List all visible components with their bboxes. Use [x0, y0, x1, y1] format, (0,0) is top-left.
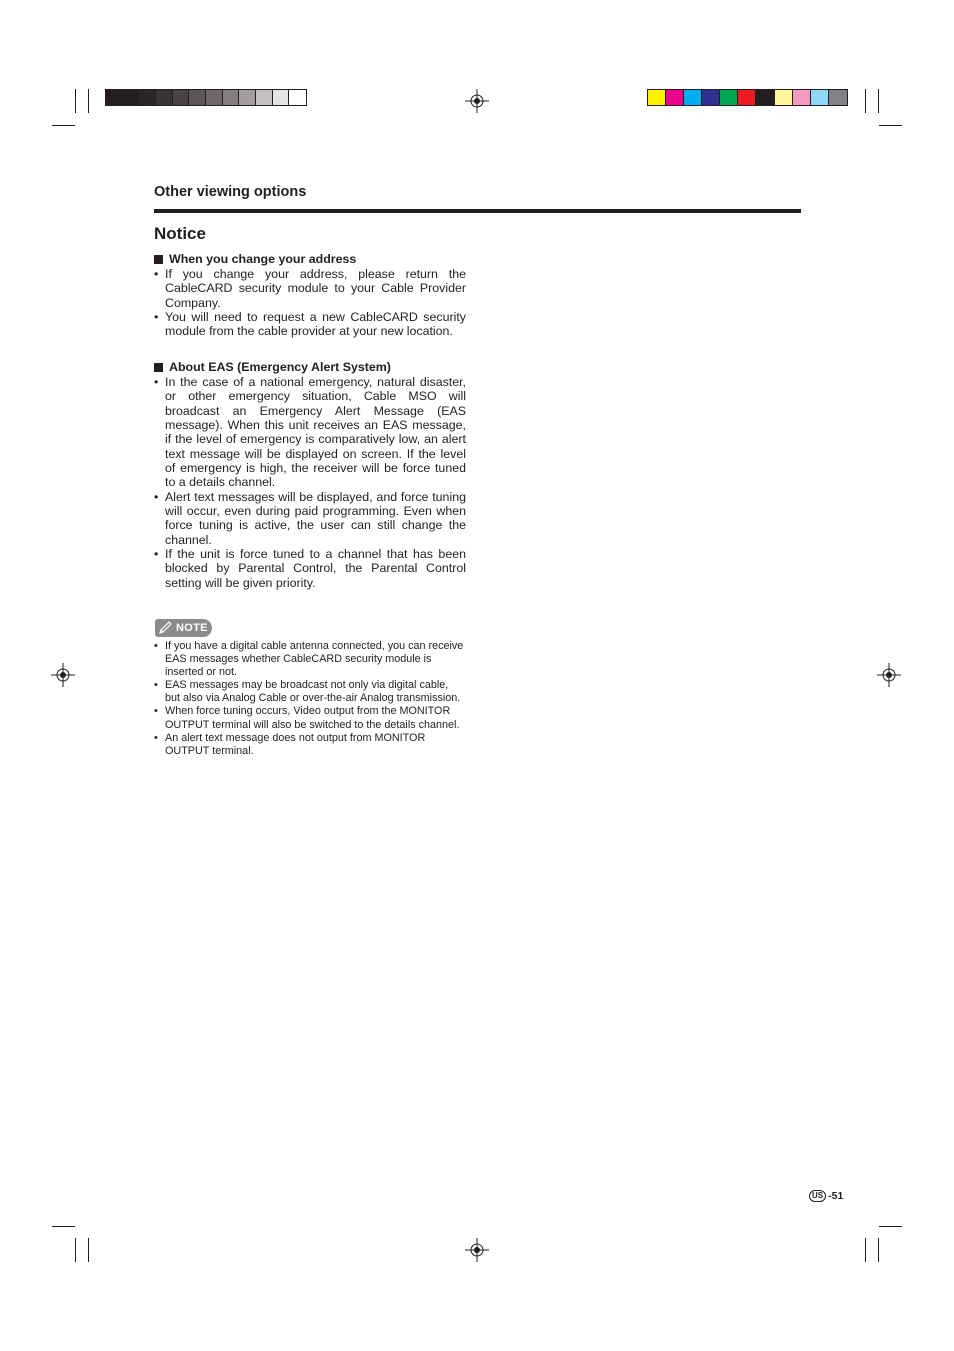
note-label: NOTE	[176, 622, 208, 634]
list-item: • If you change your address, please return the CableCARD security module to your Cable Provider Company.	[154, 267, 466, 310]
calibration-swatch	[720, 90, 738, 105]
calibration-swatch	[223, 90, 240, 105]
note-badge	[155, 619, 212, 637]
calibration-swatch	[206, 90, 223, 105]
list-item: • Alert text messages will be displayed, and force tuning will occur, even during paid programming. Even when force tuning is active, the user can still change the channel.	[154, 490, 466, 547]
page-number	[809, 1190, 843, 1202]
list-item: • You will need to request a new CableCARD security module from the cable provider at your new location.	[154, 310, 466, 339]
note-item: • An alert text message does not output from MONITOR OUTPUT terminal.	[154, 732, 466, 758]
calibration-swatch	[106, 90, 123, 105]
calibration-swatch	[648, 90, 666, 105]
calibration-swatch	[666, 90, 684, 105]
crop-mark	[52, 1226, 75, 1227]
crop-mark	[878, 1238, 879, 1262]
crop-mark	[879, 1226, 902, 1227]
calibration-swatch	[189, 90, 206, 105]
crop-mark	[52, 125, 75, 126]
registration-mark-icon	[465, 1238, 489, 1262]
note-item: • If you have a digital cable antenna connected, you can receive EAS messages whether CableCARD security module is inserted or not.	[154, 640, 466, 679]
square-bullet-icon	[154, 363, 163, 372]
calibration-swatch	[173, 90, 190, 105]
page-number-text: -51	[828, 1190, 844, 1202]
bullet-list	[154, 375, 466, 590]
calibration-swatch	[756, 90, 774, 105]
note-item: • When force tuning occurs, Video output from the MONITOR OUTPUT terminal will also be switched to the details channel.	[154, 705, 466, 731]
calibration-swatch	[156, 90, 173, 105]
calibration-swatch	[829, 90, 847, 105]
section-heading-text: When you change your address	[169, 252, 357, 266]
gray-calibration-strip	[105, 89, 307, 106]
list-item: • In the case of a national emergency, natural disaster, or other emergency situation, Cable MSO will broadcast an Emergency Alert Message (EAS message). When this unit receives an EAS message, if the level of emergency is comparatively low, an alert text message will be displayed on screen. If the level of emergency is high, the receiver will be force tuned to a details channel.	[154, 375, 466, 490]
region-badge: US	[809, 1190, 826, 1202]
crop-mark	[878, 89, 879, 113]
calibration-swatch	[684, 90, 702, 105]
eas-section	[154, 359, 466, 590]
section-heading-text: About EAS (Emergency Alert System)	[169, 360, 391, 374]
calibration-swatch	[256, 90, 273, 105]
pencil-icon	[158, 621, 174, 635]
crop-mark	[88, 89, 89, 113]
registration-mark-icon	[877, 663, 901, 687]
color-calibration-strip	[647, 89, 848, 106]
registration-mark-icon	[465, 89, 489, 113]
note-section	[154, 640, 466, 758]
registration-mark-icon	[51, 663, 75, 687]
section-heading	[154, 251, 466, 267]
section-label: Other viewing options	[154, 184, 307, 200]
section-heading	[154, 359, 466, 375]
note-item: • EAS messages may be broadcast not only via digital cable, but also via Analog Cable or over-the-air Analog transmission.	[154, 679, 466, 705]
calibration-swatch	[775, 90, 793, 105]
calibration-swatch	[123, 90, 140, 105]
crop-mark	[865, 89, 866, 113]
calibration-swatch	[239, 90, 256, 105]
crop-mark	[75, 1238, 76, 1262]
calibration-swatch	[702, 90, 720, 105]
square-bullet-icon	[154, 255, 163, 264]
calibration-swatch	[289, 90, 306, 105]
page-title: Notice	[154, 224, 206, 243]
calibration-swatch	[738, 90, 756, 105]
crop-mark	[88, 1238, 89, 1262]
note-list	[154, 640, 466, 758]
address-change-section	[154, 251, 466, 339]
calibration-swatch	[811, 90, 829, 105]
calibration-swatch	[793, 90, 811, 105]
calibration-swatch	[139, 90, 156, 105]
header-rule	[154, 209, 801, 213]
crop-mark	[75, 89, 76, 113]
crop-mark	[865, 1238, 866, 1262]
calibration-swatch	[273, 90, 290, 105]
bullet-list	[154, 267, 466, 339]
crop-mark	[879, 125, 902, 126]
list-item: • If the unit is force tuned to a channel that has been blocked by Parental Control, the Parental Control setting will be given priority.	[154, 547, 466, 590]
